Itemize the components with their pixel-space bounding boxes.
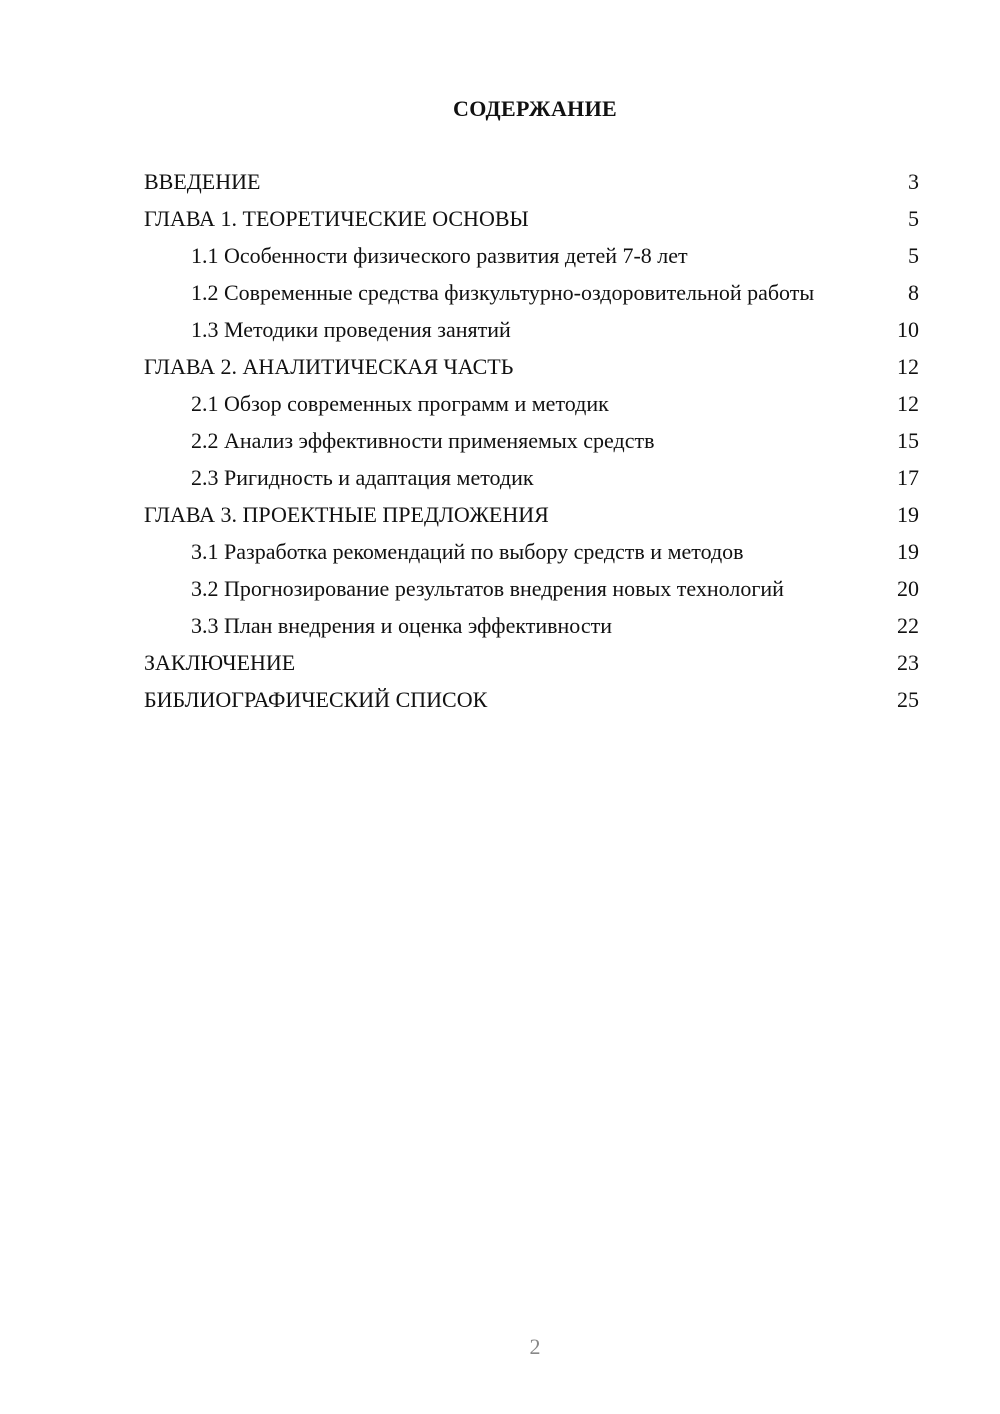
toc-entry-chapter-2[interactable] <box>144 353 919 380</box>
toc-entry-page: 17 <box>897 465 919 490</box>
toc-entry-page: 5 <box>908 206 919 231</box>
toc-entry-label: 3.3 План внедрения и оценка эффективности <box>191 613 612 638</box>
toc-entry-page: 12 <box>897 391 919 416</box>
toc-entry-section-2-3[interactable] <box>144 464 919 491</box>
toc-entry-section-3-1[interactable] <box>144 538 919 565</box>
toc-entry-section-1-1[interactable] <box>144 242 919 269</box>
toc-entry-page: 5 <box>908 243 919 268</box>
toc-entry-section-3-2[interactable] <box>144 575 919 602</box>
toc-entry-page: 23 <box>897 650 919 675</box>
table-of-contents <box>144 168 919 723</box>
toc-entry-label: ВВЕДЕНИЕ <box>144 169 261 194</box>
toc-entry-label: ЗАКЛЮЧЕНИЕ <box>144 650 296 675</box>
toc-entry-label: 3.1 Разработка рекомендаций по выбору средств и методов <box>191 539 744 564</box>
toc-entry-page: 25 <box>897 687 919 712</box>
toc-entry-page: 20 <box>897 576 919 601</box>
toc-entry-label: 1.1 Особенности физического развития детей 7-8 лет <box>191 243 688 268</box>
toc-entry-chapter-1[interactable] <box>144 205 919 232</box>
toc-entry-page: 15 <box>897 428 919 453</box>
toc-entry-introduction[interactable] <box>144 168 919 195</box>
toc-entry-label: ГЛАВА 3. ПРОЕКТНЫЕ ПРЕДЛОЖЕНИЯ <box>144 502 549 527</box>
page-number: 2 <box>529 1334 541 1359</box>
toc-entry-label: 2.1 Обзор современных программ и методик <box>191 391 609 416</box>
toc-entry-section-2-2[interactable] <box>144 427 919 454</box>
toc-entry-label: ГЛАВА 2. АНАЛИТИЧЕСКАЯ ЧАСТЬ <box>144 354 514 379</box>
toc-entry-page: 12 <box>897 354 919 379</box>
toc-entry-label: БИБЛИОГРАФИЧЕСКИЙ СПИСОК <box>144 687 488 712</box>
toc-entry-page: 10 <box>897 317 919 342</box>
toc-entry-label: 1.2 Современные средства физкультурно-оздоровительной работы <box>191 280 815 305</box>
toc-entry-label: 2.3 Ригидность и адаптация методик <box>191 465 534 490</box>
toc-entry-label: 2.2 Анализ эффективности применяемых средств <box>191 428 655 453</box>
toc-entry-label: ГЛАВА 1. ТЕОРЕТИЧЕСКИЕ ОСНОВЫ <box>144 206 529 231</box>
toc-entry-label: 1.3 Методики проведения занятий <box>191 317 511 342</box>
toc-entry-bibliography[interactable] <box>144 686 919 713</box>
toc-entry-page: 22 <box>897 613 919 638</box>
toc-entry-section-1-3[interactable] <box>144 316 919 343</box>
toc-entry-section-3-3[interactable] <box>144 612 919 639</box>
toc-entry-page: 3 <box>908 169 919 194</box>
toc-entry-conclusion[interactable] <box>144 649 919 676</box>
toc-entry-page: 19 <box>897 502 919 527</box>
toc-entry-page: 8 <box>908 280 919 305</box>
page-title: СОДЕРЖАНИЕ <box>453 96 617 121</box>
toc-entry-label: 3.2 Прогнозирование результатов внедрения новых технологий <box>191 576 784 601</box>
toc-entry-page: 19 <box>897 539 919 564</box>
toc-entry-chapter-3[interactable] <box>144 501 919 528</box>
toc-entry-section-1-2[interactable] <box>144 279 919 306</box>
toc-entry-section-2-1[interactable] <box>144 390 919 417</box>
